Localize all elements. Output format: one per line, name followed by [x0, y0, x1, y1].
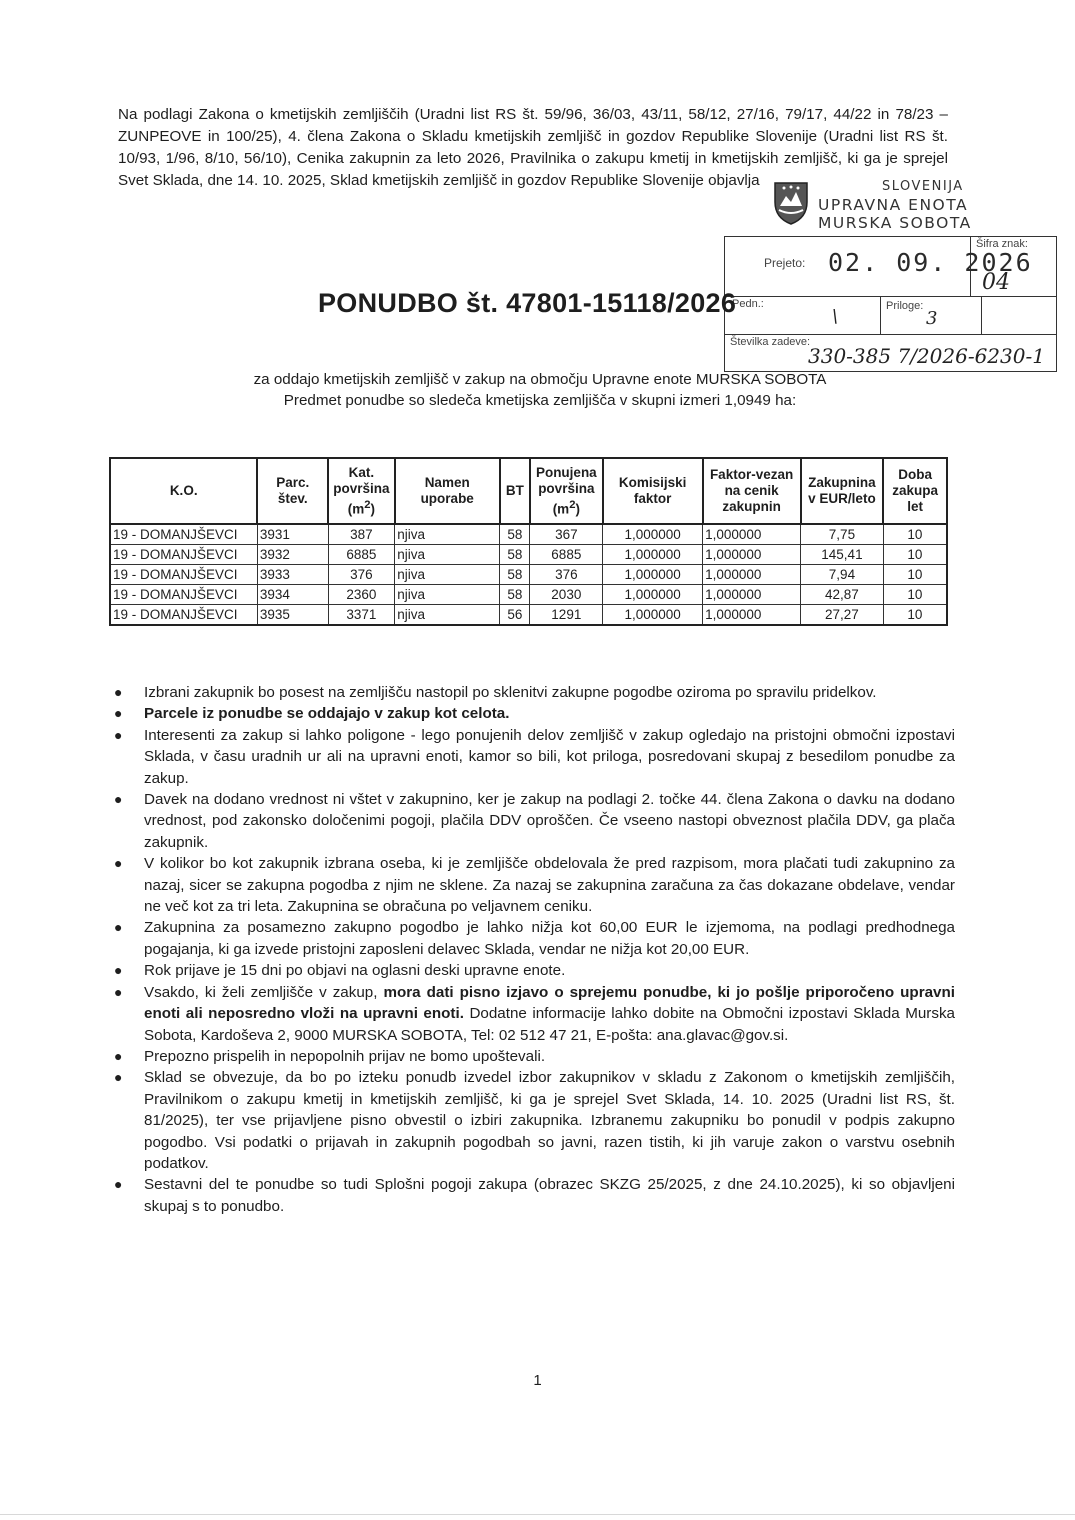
page-number: 1: [533, 1372, 542, 1389]
col-parc: Parc. štev.: [257, 458, 328, 524]
bullet-icon: ●: [114, 726, 123, 743]
table-row: [110, 545, 947, 565]
bullet-icon: ●: [114, 1176, 123, 1193]
term-text: Davek na dodano vrednost ni vštet v zakupnino, ker je zakup na podlagi 2. točke 44. člena Zakona o davku na dodano vrednost, pod zakonsko določenimi pogoji, plačila DDV oproščen. Če vseeno nastopi obveznost plačila DDV, ga plača zakupnik.: [144, 791, 955, 851]
cell-zakupnina: 145,41: [801, 545, 884, 565]
ref-label: Pedn.:: [732, 298, 764, 310]
list-item: [110, 725, 955, 789]
term-text: Dodatne informacije lahko dobite na Območni izpostavi Sklada Murska Sobota, Kardoševa 2, 9000 MURSKA SOBOTA, Tel: 02 512 47 21, E-pošta: ana.glavac@gov.si.: [144, 1005, 955, 1044]
term-text-bold: mora dati pisno izjavo o sprejemu ponudbe, ki jo pošlje priporočeno upravni enoti ali neposredno vloži na upravni enoti.: [144, 983, 956, 1023]
list-item: [110, 982, 955, 1046]
term-text: Zakupnina za posamezno zakupno pogodbo je lahko nižja kot 60,00 EUR le izjemoma, na podlagi predhodnega pogajanja, ki ga izvede pristojni zaposleni delavec Sklada, vendar ne nižja kot 20,00 EUR.: [144, 919, 955, 958]
cell-komisijski: 1,000000: [603, 545, 703, 565]
offer-subtitle: [150, 369, 930, 411]
term-text: V kolikor bo kot zakupnik izbrana oseba, ki je zemljišče obdelovala že pred razpisom, mora plačati tudi zakupnino za nazaj, sicer se zakupna pogodba z njim ne sklene. Za nazaj se zakupnina zaračuna za čas dokazane obdelave, vendar ne več kot za tri leta. Zakupnina se obračuna po veljavnem ceniku.: [144, 855, 955, 916]
list-item: [110, 960, 955, 981]
bullet-icon: ●: [114, 962, 123, 979]
cell-ponujena: 6885: [530, 545, 603, 565]
bullet-icon: ●: [114, 705, 123, 722]
cell-parc: 3935: [257, 605, 328, 626]
stamp-line-2: UPRAVNA ENOTA: [818, 196, 969, 214]
bullet-icon: ●: [114, 791, 123, 808]
cell-parc: 3932: [257, 545, 328, 565]
cell-kat: 376: [328, 565, 395, 585]
col-bt: BT: [500, 458, 530, 524]
list-item: [110, 682, 955, 703]
footer-divider: [0, 1514, 1075, 1515]
cell-ko: 19 - DOMANJŠEVCI: [110, 524, 257, 545]
cell-faktor-vezan: 1,000000: [703, 585, 801, 605]
case-value: 330-385 7/2026-6230-1: [808, 344, 1045, 368]
col-namen: Namen uporabe: [395, 458, 500, 524]
received-label: Prejeto:: [764, 256, 806, 270]
attach-value: 3: [926, 308, 938, 329]
page-title: PONUDBO št. 47801-15118/2026: [318, 288, 737, 318]
cell-doba: 10: [883, 585, 947, 605]
list-item: [110, 1067, 955, 1174]
cell-parc: 3934: [257, 585, 328, 605]
ref-value: \: [832, 306, 839, 327]
table-row: [110, 605, 947, 626]
list-item: [110, 917, 955, 960]
intro-text: Na podlagi Zakona o kmetijskih zemljiščih (Uradni list RS št. 59/96, 36/03, 43/11, 58/12, 27/16, 79/17, 44/22 in 78/23 – ZUNPEOVE in 100/25), 4. člena Zakona o Skladu kmetijskih zemljišč in gozdov Republike Slovenije (Uradni list RS št. 10/93, 1/96, 8/10, 56/10), Cenika zakupnin za leto 2026, Pravilnika o zakupu kmetij in kmetijskih zemljišč, ki ga je sprejel Svet Sklada, dne 14. 10. 2025, Sklad kmetijskih zemljišč in gozdov Republike Slovenije objavlja: [118, 106, 948, 189]
cell-kat: 387: [328, 524, 395, 545]
plots-table: [109, 457, 948, 626]
term-text: Sklad se obvezuje, da bo po izteku ponudb izvedel izbor zakupnikov v skladu z Zakonom o kmetijskih zemljiščih, Pravilnikom o zakupu kmetij in kmetijskih zemljišč, ki ga je sprejel Svet Sklada, 14. 10. 2025 (Uradni list RS, št. 81/2025), ter vse prijavljene pisno obvestil o izbiri zakupnika. Izbranemu zakupniku bo ponudil v podpis zakupno pogodbo. Vsi podatki o prijavah in zakupnih pogodbah so javni, razen tistih, ki jih varuje zakon o varstvu osebnih podatkov.: [144, 1069, 955, 1172]
cell-ponujena: 367: [530, 524, 603, 545]
cell-ko: 19 - DOMANJŠEVCI: [110, 545, 257, 565]
cell-namen: njiva: [395, 585, 500, 605]
term-text: Prepozno prispelih in nepopolnih prijav ne bomo upoštevali.: [144, 1047, 546, 1065]
cell-zakupnina: 42,87: [801, 585, 884, 605]
cell-zakupnina: 27,27: [801, 605, 884, 626]
term-text: Rok prijave je 15 dni po objavi na oglasni deski upravne enote.: [144, 962, 566, 980]
received-date: 02. 09. 2026: [828, 248, 1033, 277]
cell-namen: njiva: [395, 524, 500, 545]
bullet-icon: ●: [114, 1069, 123, 1086]
table-header-row: [110, 458, 947, 524]
cell-bt: 58: [500, 545, 530, 565]
cell-ponujena: 2030: [530, 585, 603, 605]
list-item: [110, 853, 955, 917]
list-item: [110, 703, 955, 724]
term-text: Izbrani zakupnik bo posest na zemljišču nastopil po sklenitvi zakupne pogodbe oziroma po spravilu pridelkov.: [144, 684, 877, 701]
col-kat: Kat. površina $(m^2)$: [328, 458, 395, 524]
cell-ko: 19 - DOMANJŠEVCI: [110, 585, 257, 605]
bullet-icon: ●: [114, 684, 123, 700]
cell-ko: 19 - DOMANJŠEVCI: [110, 605, 257, 626]
sign-label: Šifra znak:: [976, 238, 1028, 250]
cell-faktor-vezan: 1,000000: [703, 524, 801, 545]
bullet-icon: ●: [114, 919, 123, 936]
term-text: Interesenti za zakup si lahko poligone - lego ponujenih delov zemljišč v zakup ogledajo na pristojni območni izpostavi Sklada, v času uradnih ur ali na upravni enoti, kamor so bili, kot priloga, posredovani skupaj z besedilom ponudbe za zakup.: [144, 726, 955, 787]
cell-namen: njiva: [395, 545, 500, 565]
cell-kat: 6885: [328, 545, 395, 565]
col-ponujena: Ponujena površina $(m^2)$: [530, 458, 603, 524]
cell-kat: 2360: [328, 585, 395, 605]
cell-parc: 3931: [257, 524, 328, 545]
cell-zakupnina: 7,75: [801, 524, 884, 545]
table-row: [110, 524, 947, 545]
subtitle-line-2: Predmet ponudbe so sledeča kmetijska zemljišča v skupni izmeri 1,0949 ha:: [283, 392, 797, 409]
case-label: Številka zadeve:: [730, 336, 811, 348]
terms-list: [110, 682, 955, 1217]
cell-kat: 3371: [328, 605, 395, 626]
list-item: [110, 789, 955, 853]
cell-komisijski: 1,000000: [603, 605, 703, 626]
list-item: [110, 1174, 955, 1217]
cell-faktor-vezan: 1,000000: [703, 605, 801, 626]
col-faktor-vezan: Faktor-vezan na cenik zakupnin: [703, 458, 801, 524]
cell-bt: 56: [500, 605, 530, 626]
table-row: [110, 565, 947, 585]
cell-bt: 58: [500, 585, 530, 605]
cell-bt: 58: [500, 524, 530, 545]
col-komisijski: Komisijski faktor: [603, 458, 703, 524]
office-stamp-text: [818, 178, 972, 232]
cell-doba: 10: [883, 524, 947, 545]
bullet-icon: ●: [114, 855, 123, 872]
coat-of-arms-icon: [772, 180, 810, 226]
col-ko: K.O.: [110, 458, 257, 524]
cell-komisijski: 1,000000: [603, 565, 703, 585]
bullet-icon: ●: [114, 1047, 123, 1064]
received-stamp: [724, 236, 1057, 376]
term-text: Parcele iz ponudbe se oddajajo v zakup kot celota.: [144, 705, 510, 723]
cell-komisijski: 1,000000: [603, 585, 703, 605]
cell-zakupnina: 7,94: [801, 565, 884, 585]
cell-namen: njiva: [395, 565, 500, 585]
cell-faktor-vezan: 1,000000: [703, 545, 801, 565]
cell-bt: 58: [500, 565, 530, 585]
stamp-line-3: MURSKA SOBOTA: [818, 214, 972, 232]
cell-komisijski: 1,000000: [603, 524, 703, 545]
bullet-icon: ●: [114, 983, 123, 1000]
attach-label: Priloge:: [886, 300, 924, 312]
cell-doba: 10: [883, 605, 947, 626]
subtitle-line-1: za oddajo kmetijskih zemljišč v zakup na območju Upravne enote MURSKA SOBOTA: [253, 371, 827, 388]
col-doba: Doba zakupa let: [883, 458, 947, 524]
sign-value: 04: [982, 270, 1010, 295]
office-stamp: [772, 176, 1032, 240]
cell-faktor-vezan: 1,000000: [703, 565, 801, 585]
cell-parc: 3933: [257, 565, 328, 585]
cell-doba: 10: [883, 565, 947, 585]
term-text: Vsakdo, ki želi zemljišče v zakup,: [144, 983, 384, 1001]
table-row: [110, 585, 947, 605]
list-item: [110, 1046, 955, 1067]
cell-namen: njiva: [395, 605, 500, 626]
cell-ko: 19 - DOMANJŠEVCI: [110, 565, 257, 585]
cell-ponujena: 376: [530, 565, 603, 585]
col-zakupnina: Zakupnina v EUR/leto: [801, 458, 884, 524]
cell-doba: 10: [883, 545, 947, 565]
cell-ponujena: 1291: [530, 605, 603, 626]
stamp-line-1: SLOVENIJA: [882, 179, 964, 194]
term-text: Sestavni del te ponudbe so tudi Splošni pogoji zakupa (obrazec SKZG 25/2025, z dne 24.10.2025), ki so objavljeni skupaj s to ponudbo.: [144, 1176, 955, 1215]
